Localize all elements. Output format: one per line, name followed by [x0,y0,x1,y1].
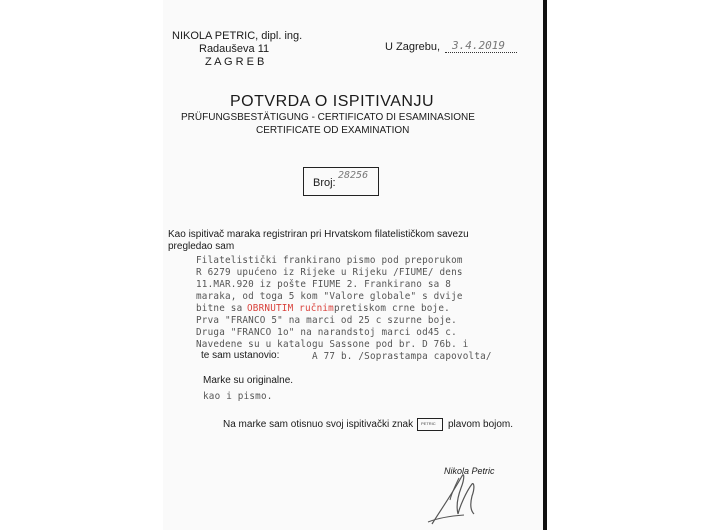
left-margin [0,0,163,530]
stamp-note-text: Na marke sam otisnuo svoj ispitivački znak [223,419,414,430]
typed-line-3: 11.MAR.920 iz pošte FIUME 2. Frankirano sa 8 [196,279,452,290]
title-german-italian: PRÜFUNGSBESTÄTIGUNG - CERTIFICATO DI ESAMINASIONE [181,112,475,123]
right-edge [543,0,547,530]
signature-name: Nikola Petric [444,466,495,476]
examiner-mark-text: PETRIC [421,421,436,426]
page-title: POTVRDA O ISPITIVANJU [230,93,435,110]
findings-label: Marke su originalne. [203,375,294,386]
findings-typed: kao i pismo. [203,391,273,402]
typed-line-4: maraka, od toga 5 kom "Valore globale" s dvije [196,291,463,302]
typed-line-5a: bitne sa [196,303,243,314]
place-label: U Zagrebu, [385,41,441,53]
date-line [445,52,517,53]
established-label: te sam ustanovio: [201,350,280,361]
sender-street: Radauševa 11 [199,43,270,55]
typed-line-5b: pretiskom crne boje. [334,303,450,314]
typed-line-7: Druga "FRANCO 1o" na narandstoj marci od45 c. [196,327,457,338]
typed-line-2: R 6279 upućeno iz Rijeke u Rijeku /FIUME/ dens [196,267,463,278]
title-english: CERTIFICATE OD EXAMINATION [256,125,410,136]
certificate-number-value: 28256 [338,170,369,181]
intro-line-1: Kao ispitivač maraka registriran pri Hrvatskom filatelističkom savezu [168,229,469,240]
typed-line-5-red: OBRNUTIM ručnim [247,303,334,314]
typed-line-1: Filatelistički frankirano pismo pod preporukom [196,255,463,266]
typed-line-9: A 77 b. /Soprastampa capovolta/ [312,351,492,362]
sender-name: NIKOLA PETRIC, dipl. ing. [172,30,303,42]
typed-line-8: Navedene su u katalogu Sassone pod br. D 76b. i [196,339,469,350]
intro-line-2: pregledao sam [168,241,235,252]
certificate-number-label: Broj: [313,177,336,189]
stamp-note-after: plavom bojom. [448,419,514,430]
handwritten-signature [420,466,505,526]
sender-city: Z A G R E B [205,56,265,68]
typed-line-6: Prva "FRANCO 5" na marci od 25 c szurne boje. [196,315,457,326]
date-value: 3.4.2019 [452,39,505,52]
